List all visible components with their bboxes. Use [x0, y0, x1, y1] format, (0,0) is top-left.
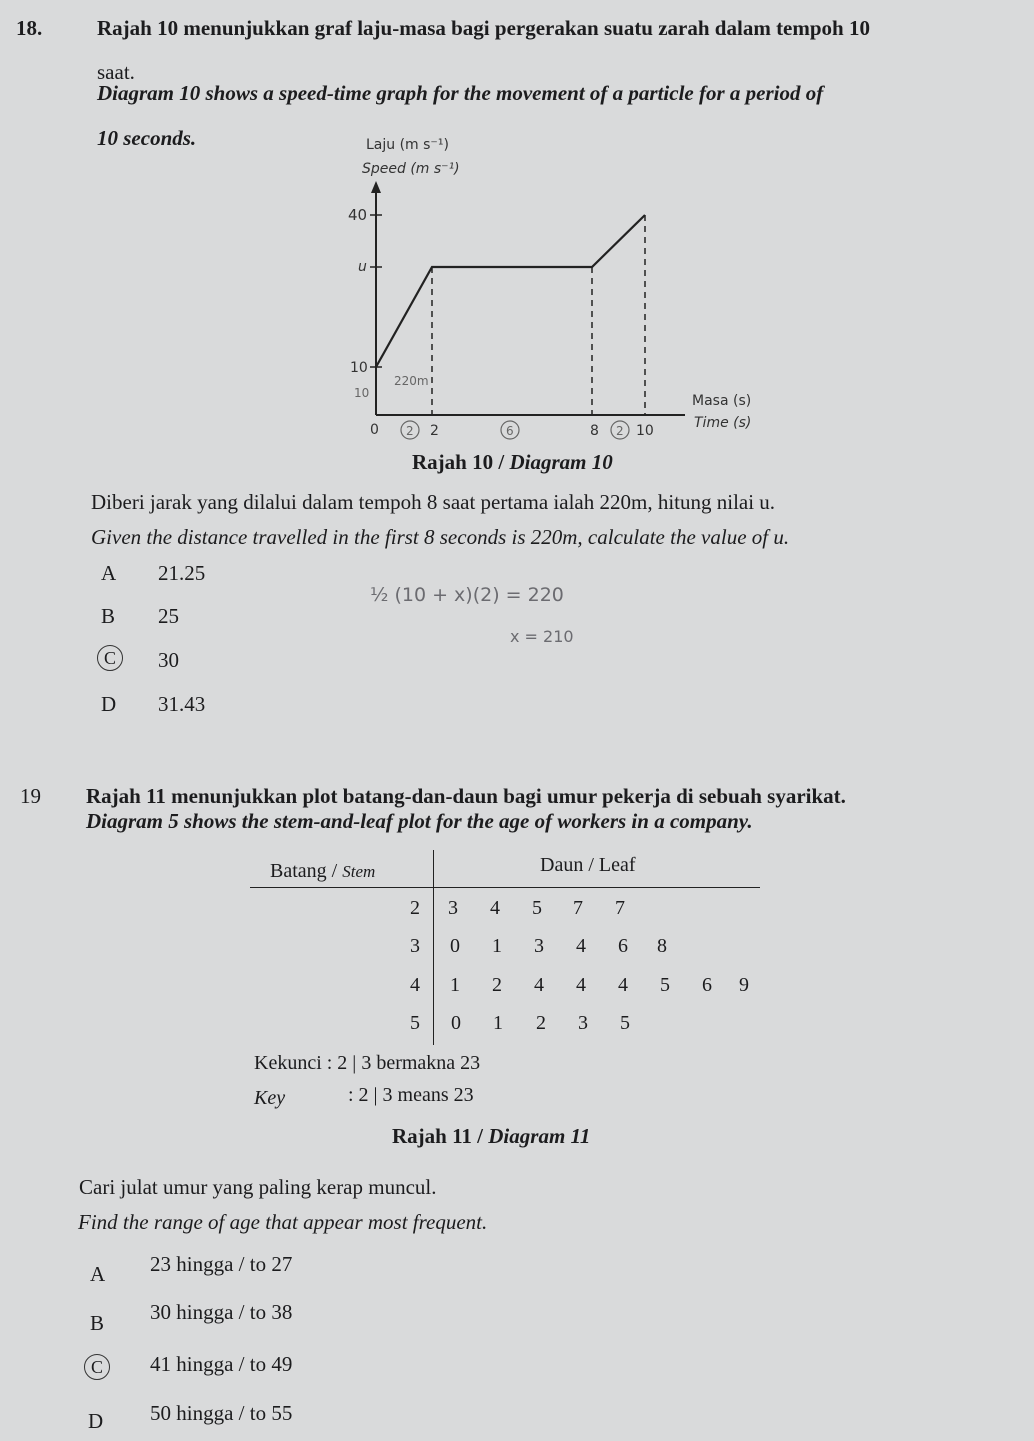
q18-option-d-value[interactable]: 31.43 — [158, 692, 206, 716]
handwritten-10: 10 — [354, 386, 370, 400]
q19-option-b-value[interactable]: 30 hingga / to 38 — [150, 1300, 293, 1324]
q19-option-d-value[interactable]: 50 hingga / to 55 — [150, 1401, 293, 1425]
stem-leaf-key-bm: Kekunci : 2 | 3 bermakna 23 — [254, 1052, 481, 1074]
stem-3: 3 — [410, 935, 420, 957]
handwritten-220m: 220m — [394, 374, 429, 388]
leaf: 1 — [450, 974, 460, 996]
q18-working-line1: ½ (10 + x)(2) = 220 — [370, 584, 564, 606]
question-18-number: 18. — [16, 16, 43, 40]
leaf: 1 — [493, 1012, 503, 1034]
leaf: 5 — [660, 974, 670, 996]
stem-row-3 — [250, 935, 760, 963]
speed-time-graph — [330, 135, 780, 445]
leaf: 4 — [534, 974, 544, 996]
handwritten-2b: 2 — [616, 424, 624, 438]
stem-row-4 — [250, 974, 760, 1002]
stem-2: 2 — [410, 897, 420, 919]
leaf: 6 — [618, 935, 628, 957]
q18-option-b-value[interactable]: 25 — [158, 604, 179, 628]
q19-option-b-letter[interactable]: B — [90, 1311, 105, 1335]
stem-5: 5 — [410, 1012, 420, 1034]
q19-option-a-letter[interactable]: A — [90, 1262, 106, 1286]
x-tick-label-2: 2 — [430, 423, 439, 439]
leaf: 3 — [448, 897, 458, 919]
q18-option-d-letter[interactable]: D — [101, 692, 117, 716]
leaf: 0 — [450, 935, 460, 957]
stem-row-5 — [250, 1012, 760, 1040]
stem-header: Batang / Stem — [270, 860, 376, 882]
leaf: 7 — [615, 897, 625, 919]
q18-option-c-letter[interactable]: C — [97, 645, 123, 671]
x-tick-label-10: 10 — [636, 423, 654, 439]
question-19-number: 19 — [20, 784, 41, 808]
x-axis-label-en: Time (s) — [694, 415, 752, 431]
question-18-prompt-bm: Diberi jarak yang dilalui dalam tempoh 8 saat pertama ialah 220m, hitung nilai u. — [91, 490, 776, 514]
handwritten-6: 6 — [506, 424, 514, 438]
question-18-text-en-line2: 10 seconds. — [97, 126, 197, 150]
question-19-text-en: Diagram 5 shows the stem-and-leaf plot for the age of workers in a company. — [86, 809, 753, 833]
question-19-prompt-en: Find the range of age that appear most frequent. — [78, 1210, 488, 1234]
leaf: 7 — [573, 897, 583, 919]
leaf: 3 — [534, 935, 544, 957]
handwritten-2a: 2 — [406, 424, 414, 438]
stem-leaf-key-en-value: : 2 | 3 means 23 — [348, 1084, 474, 1106]
leaf: 4 — [576, 935, 586, 957]
diagram-10-caption: Rajah 10 / Diagram 10 — [412, 450, 613, 474]
stem-leaf-key-en-label: Key — [254, 1087, 286, 1109]
question-18-text-bm-line1: Rajah 10 menunjukkan graf laju-masa bagi pergerakan suatu zarah dalam tempoh 10 — [97, 16, 870, 40]
leaf: 2 — [536, 1012, 546, 1034]
speed-time-line — [376, 215, 645, 367]
y-tick-label-10: 10 — [350, 360, 368, 376]
y-tick-label-40: 40 — [348, 206, 368, 224]
leaf: 1 — [492, 935, 502, 957]
q18-option-a-value[interactable]: 21.25 — [158, 561, 206, 585]
q19-option-c-letter[interactable]: C — [84, 1354, 110, 1380]
leaf: 4 — [490, 897, 500, 919]
question-19-prompt-bm: Cari julat umur yang paling kerap muncul. — [79, 1175, 437, 1199]
leaf: 5 — [532, 897, 542, 919]
stem-and-leaf-plot — [250, 850, 770, 1050]
q18-option-a-letter[interactable]: A — [101, 561, 117, 585]
leaf-header: Daun / Leaf — [540, 854, 636, 876]
question-18-prompt-en: Given the distance travelled in the first 8 seconds is 220m, calculate the value of u. — [91, 525, 790, 549]
leaf: 2 — [492, 974, 502, 996]
leaf: 4 — [618, 974, 628, 996]
leaf: 5 — [620, 1012, 630, 1034]
stem-4: 4 — [410, 974, 420, 996]
stem-row-2 — [250, 897, 760, 925]
q18-working-line2: x = 210 — [510, 627, 574, 646]
y-axis-label-en: Speed (m s⁻¹) — [362, 161, 460, 177]
header-divider — [250, 887, 760, 888]
q19-option-d-letter[interactable]: D — [88, 1409, 104, 1433]
x-axis-label-bm: Masa (s) — [692, 393, 752, 409]
diagram-11-caption: Rajah 11 / Diagram 11 — [392, 1124, 591, 1148]
x-tick-label-0: 0 — [370, 422, 379, 438]
leaf: 8 — [657, 935, 667, 957]
y-axis-label-bm: Laju (m s⁻¹) — [366, 137, 449, 153]
leaf: 3 — [578, 1012, 588, 1034]
leaf: 0 — [451, 1012, 461, 1034]
leaf: 4 — [576, 974, 586, 996]
q18-option-b-letter[interactable]: B — [101, 604, 116, 628]
y-tick-label-u: u — [358, 259, 367, 275]
q19-option-a-value[interactable]: 23 hingga / to 27 — [150, 1252, 293, 1276]
leaf: 9 — [739, 974, 749, 996]
question-19-text-bm: Rajah 11 menunjukkan plot batang-dan-daun bagi umur pekerja di sebuah syarikat. — [86, 784, 846, 808]
y-axis-arrow — [371, 181, 381, 193]
x-tick-label-8: 8 — [590, 423, 599, 439]
question-18-text-en-line1: Diagram 10 shows a speed-time graph for the movement of a particle for a period of — [97, 81, 824, 105]
leaf: 6 — [702, 974, 712, 996]
q19-option-c-value[interactable]: 41 hingga / to 49 — [150, 1352, 293, 1376]
question-18-text-bm-line2: saat. — [97, 60, 135, 84]
q18-option-c-value[interactable]: 30 — [158, 648, 179, 672]
